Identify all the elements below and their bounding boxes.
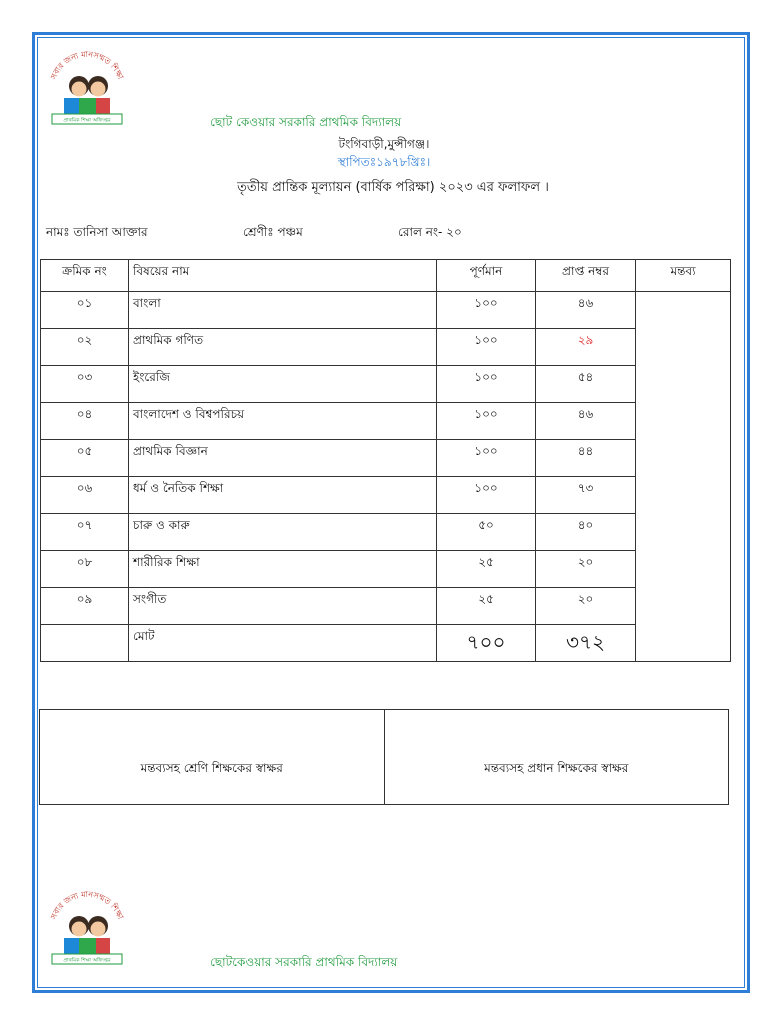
table-row (41, 440, 731, 477)
col-header-full-marks: পূর্ণমান (437, 260, 536, 292)
full-marks-cell: ১০০ (437, 366, 536, 403)
total-full-marks: ৭০০ (437, 625, 536, 662)
obtained-cell: ২০ (536, 551, 636, 588)
footer-school-name: ছোটকেওয়ার সরকারি প্রাথমিক বিদ্যালয় (210, 955, 398, 969)
table-row (41, 588, 731, 625)
serial-cell: ০৫ (41, 440, 129, 477)
full-marks-cell: ২৫ (437, 551, 536, 588)
subject-cell: শারীরিক শিক্ষা (129, 551, 437, 588)
table-row (41, 292, 731, 329)
full-marks-cell: ১০০ (437, 440, 536, 477)
subject-cell: ইংরেজি (129, 366, 437, 403)
table-row (41, 329, 731, 366)
table-row (41, 366, 731, 403)
obtained-cell: ৪৬ (536, 292, 636, 329)
total-serial-cell (41, 625, 129, 662)
table-row (41, 403, 731, 440)
subject-cell: প্রাথমিক গণিত (129, 329, 437, 366)
full-marks-cell: ১০০ (437, 477, 536, 514)
signature-box (39, 709, 729, 805)
obtained-cell: ২০ (536, 588, 636, 625)
col-header-obtained: প্রাপ্ত নম্বর (536, 260, 636, 292)
table-row (41, 551, 731, 588)
svg-text:প্রাথমিক শিক্ষা অধিদপ্তর: প্রাথমিক শিক্ষা অধিদপ্তর (63, 117, 111, 124)
student-roll: রোল নং- ২০ (398, 225, 462, 239)
primary-education-logo (46, 46, 128, 128)
obtained-cell: ৪৬ (536, 403, 636, 440)
total-obtained: ৩৭২ (536, 625, 636, 662)
serial-cell: ০৯ (41, 588, 129, 625)
obtained-cell: ৪৪ (536, 440, 636, 477)
full-marks-cell: ১০০ (437, 329, 536, 366)
subject-cell: বাংলাদেশ ও বিশ্বপরিচয় (129, 403, 437, 440)
serial-cell: ০৭ (41, 514, 129, 551)
remarks-cell (636, 292, 731, 662)
footer-logo (46, 886, 128, 968)
school-name: ছোট কেওয়ার সরকারি প্রাথমিক বিদ্যালয় (210, 115, 402, 129)
serial-cell: ০৪ (41, 403, 129, 440)
obtained-cell-failing: ২৯ (536, 329, 636, 366)
table-row (41, 514, 731, 551)
established-year: স্থাপিতঃ১৯৭৮খ্রিঃ। (337, 155, 431, 169)
student-name: নামঃ তানিসা আক্তার (46, 225, 148, 239)
result-table (40, 259, 731, 662)
table-header-row (41, 260, 731, 292)
col-header-subject: বিষয়ের নাম (129, 260, 437, 292)
class-teacher-signature: মন্তব্যসহ শ্রেণি শিক্ষকের স্বাক্ষর (40, 710, 385, 805)
total-row (41, 625, 731, 662)
full-marks-cell: ২৫ (437, 588, 536, 625)
full-marks-cell: ৫০ (437, 514, 536, 551)
subject-cell: চারু ও কারু (129, 514, 437, 551)
col-header-serial: ক্রমিক নং (41, 260, 129, 292)
school-address: টংগিবাড়ী,মুন্সীগঞ্জ। (338, 137, 430, 151)
svg-text:সবার জন্য মানসম্মত শিক্ষা: সবার জন্য মানসম্মত শিক্ষা (49, 889, 126, 921)
full-marks-cell: ১০০ (437, 292, 536, 329)
serial-cell: ০৩ (41, 366, 129, 403)
serial-cell: ০২ (41, 329, 129, 366)
subject-cell: বাংলা (129, 292, 437, 329)
serial-cell: ০৮ (41, 551, 129, 588)
obtained-cell: ৭৩ (536, 477, 636, 514)
table-row (41, 477, 731, 514)
obtained-cell: ৫৪ (536, 366, 636, 403)
obtained-cell: ৪০ (536, 514, 636, 551)
svg-text:প্রাথমিক শিক্ষা অধিদপ্তর: প্রাথমিক শিক্ষা অধিদপ্তর (63, 957, 111, 964)
subject-cell: সংগীত (129, 588, 437, 625)
student-class: শ্রেণীঃ পঞ্চম (243, 225, 303, 239)
serial-cell: ০১ (41, 292, 129, 329)
exam-title: তৃতীয় প্রান্তিক মূল্যায়ন (বার্ষিক পরিক্ষা) ২০২৩ এর ফলাফল । (237, 180, 549, 195)
col-header-remarks: মন্তব্য (636, 260, 731, 292)
total-label: মোট (129, 625, 437, 662)
subject-cell: প্রাথমিক বিজ্ঞান (129, 440, 437, 477)
serial-cell: ০৬ (41, 477, 129, 514)
subject-cell: ধর্ম ও নৈতিক শিক্ষা (129, 477, 437, 514)
head-teacher-signature: মন্তব্যসহ প্রধান শিক্ষকের স্বাক্ষর (384, 710, 729, 805)
svg-text:সবার জন্য মানসম্মত শিক্ষা: সবার জন্য মানসম্মত শিক্ষা (49, 49, 126, 81)
full-marks-cell: ১০০ (437, 403, 536, 440)
